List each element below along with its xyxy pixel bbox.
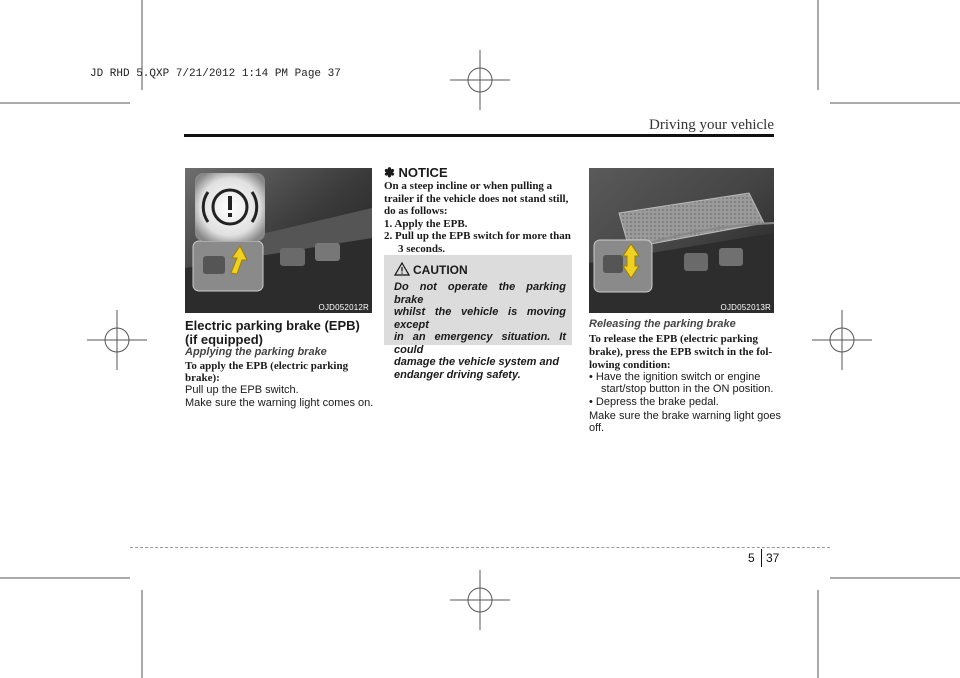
release-intro <box>589 333 775 372</box>
release-text-line1: Make sure the brake warning light goes <box>589 410 781 422</box>
epb-apply-photo <box>185 168 372 313</box>
release-subheading: Releasing the parking brake <box>589 318 736 330</box>
warning-triangle-icon <box>394 262 410 276</box>
registration-target-right <box>812 310 872 370</box>
apply-text-line1: Pull up the EPB switch. <box>185 384 299 396</box>
registration-target-bottom <box>450 570 510 630</box>
notice-line: 1. Apply the EPB. <box>384 217 468 230</box>
epb-heading-line1: Electric parking brake (EPB) <box>185 318 360 333</box>
release-text-line2: off. <box>589 422 605 434</box>
notice-line: do as follows: <box>384 205 448 217</box>
registration-target-left <box>87 310 147 370</box>
notice-line: On a steep incline or when pulling a <box>384 180 553 192</box>
footer-dashed-rule <box>130 547 830 548</box>
page-number: 37 <box>766 551 780 565</box>
registration-target-top <box>450 50 510 110</box>
caution-line: damage the vehicle system and <box>394 356 560 368</box>
photo-code: OJD052012R <box>318 303 369 312</box>
epb-heading-line2: (if equipped) <box>185 332 263 347</box>
notice-line: 3 seconds. <box>398 242 446 255</box>
apply-intro-line2: brake): <box>185 372 220 384</box>
chapter-number: 5 <box>748 551 755 565</box>
release-intro-line: To release the EPB (electric parking <box>589 333 758 345</box>
apply-text-line2: Make sure the warning light comes on. <box>185 397 374 409</box>
apply-intro-line1: To apply the EPB (electric parking <box>185 360 349 372</box>
caution-line: Do not operate the parking brake <box>394 281 566 306</box>
caution-title: CAUTION <box>413 263 468 277</box>
release-intro-line: brake), press the EPB switch in the fol- <box>589 346 773 358</box>
release-bullet1-line2: start/stop button in the ON position. <box>601 383 774 395</box>
photo-code: OJD052013R <box>720 303 771 312</box>
epb-release-photo <box>589 168 774 313</box>
notice-line: 2. Pull up the EPB switch for more than <box>384 230 571 242</box>
caution-line: in an emergency situation. It could <box>394 331 566 356</box>
apply-subheading: Applying the parking brake <box>185 346 327 358</box>
notice-line: trailer if the vehicle does not stand still, <box>384 192 569 205</box>
section-title: Driving your vehicle <box>649 117 774 133</box>
page-number-separator <box>761 549 762 567</box>
print-slug: JD RHD 5.QXP 7/21/2012 1:14 PM Page 37 <box>90 68 341 80</box>
notice-title: ✽ NOTICE <box>384 165 448 180</box>
notice-body <box>384 180 574 255</box>
caution-box <box>384 255 572 381</box>
caution-line: whilst the vehicle is moving except <box>394 306 566 331</box>
header-rule <box>184 134 774 137</box>
caution-line: endanger driving safety. <box>394 368 521 381</box>
release-intro-line: lowing condition: <box>589 359 671 371</box>
release-bullet2: • Depress the brake pedal. <box>589 396 719 408</box>
caution-body <box>394 281 566 381</box>
release-bullet1-line1: • Have the ignition switch or engine <box>589 371 761 383</box>
